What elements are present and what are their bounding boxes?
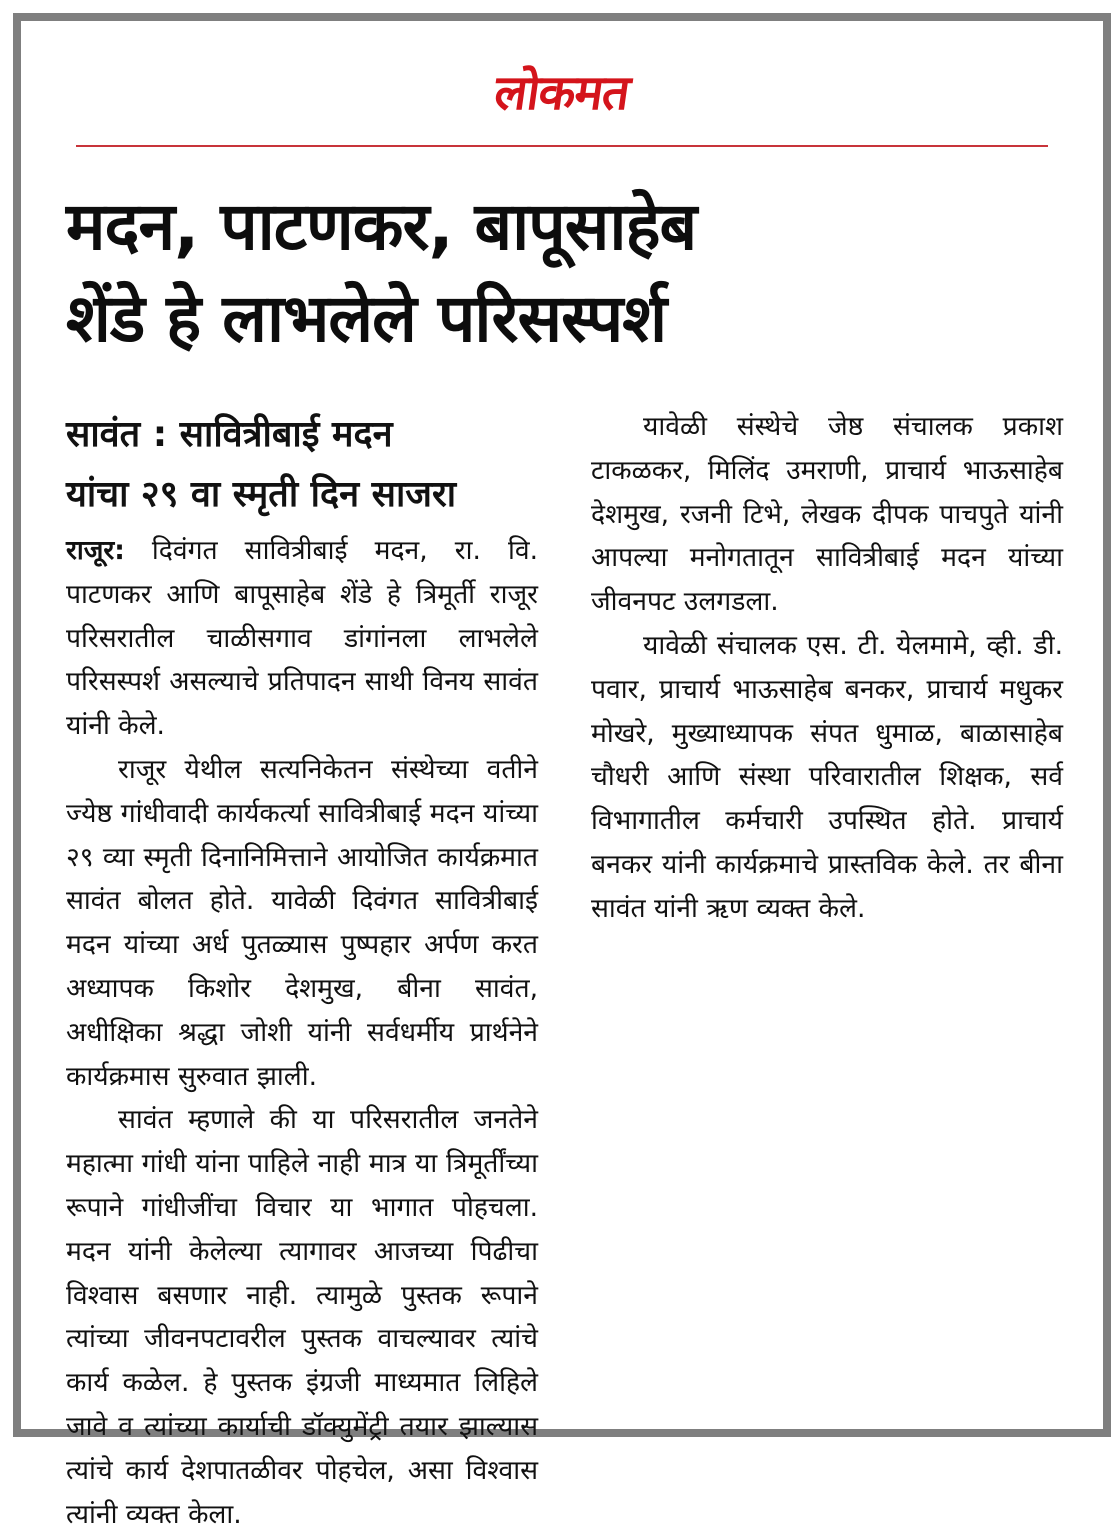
paragraph-1-text: दिवंगत सावित्रीबाई मदन, रा. वि. पाटणकर आणि बापूसाहेब शेंडे हे त्रिमूर्ती राजूर परिसरातील चाळीसगाव डांगांनला लाभलेले परिसस्पर्श असल्याचे प्रतिपादन साथी विनय सावंत यांनी केले. [66,535,538,742]
paragraph-5: यावेळी संचालक एस. टी. येलमामे, व्ही. डी. पवार, प्राचार्य भाऊसाहेब बनकर, प्राचार्य मधुकर मोखरे, मुख्याध्यापक संपत धुमाळ, बाळासाहेब चौधरी आणि संस्था परिवारातील शिक्षक, सर्व विभागातील कर्मचारी उपस्थित होते. प्राचार्य बनकर यांनी कार्यक्रमाचे प्रास्तविक केले. तर बीना सावंत यांनी ऋण व्यक्त केले. [591,629,1063,924]
headline-line-1: मदन, पाटणकर, बापूसाहेब [66,188,697,265]
paragraph-2: राजूर येथील सत्यनिकेतन संस्थेच्या वतीने ज्येष्ठ गांधीवादी कार्यकर्त्या सावित्रीबाई मदन यांच्या २९ व्या स्मृती दिनानिमित्ताने आयोजित कार्यक्रमात सावंत बोलत होते. यावेळी दिवंगत सावित्रीबाई मदन यांच्या अर्ध पुतळ्यास पुष्पहार अर्पण करत अध्यापक किशोर देशमुख, बीना सावंत, अधीक्षिका श्रद्धा जोशी यांनी सर्वधर्मीय प्रार्थनेने कार्यक्रमास सुरुवात झाली. [66,753,538,1092]
article-column-left [66,405,538,1536]
subheadline-line-2: यांचा २९ वा स्मृती दिन साजरा [66,474,457,515]
subheadline-line-1: सावंत : सावित्रीबाई मदन [66,414,393,455]
lokmat-logo: लोकमत [491,65,633,121]
headline [66,181,1066,365]
dateline: राजूर: [66,535,125,566]
paragraph-1 [66,529,538,748]
masthead [21,63,1103,123]
article-column-right [591,405,1063,931]
paragraph-4: यावेळी संस्थेचे जेष्ठ संचालक प्रकाश टाकळकर, मिलिंद उमराणी, प्राचार्य भाऊसाहेब देशमुख, रजनी टिभे, लेखक दीपक पाचपुते यांनी आपल्या मनोगतातून सावित्रीबाई मदन यांच्या जीवनपट उलगडला. [591,411,1063,618]
clipping-frame [13,13,1111,1530]
paragraph-3: सावंत म्हणाले की या परिसरातील जनतेने महात्मा गांधी यांना पाहिले नाही मात्र या त्रिमूर्तींच्या रूपाने गांधीजींचा विचार या भागात पोहचला. मदन यांनी केलेल्या त्यागावर आजच्या पिढीचा विश्वास बसणार नाही. त्यामुळे पुस्तक रूपाने त्यांच्या जीवनपटावरील पुस्तक वाचल्यावर त्यांचे कार्य कळेल. हे पुस्तक इंग्रजी माध्यमात लिहिले जावे व त्यांच्या कार्याची डॉक्युमेंट्री तयार झाल्यास त्यांचे कार्य देशपातळीवर पोहचेल, असा विश्वास त्यांनी व्यक्त केला. [66,1104,538,1530]
subheadline [66,405,538,525]
masthead-rule [76,145,1048,147]
headline-line-2: शेंडे हे लाभलेले परिसस्पर्श [66,280,667,357]
